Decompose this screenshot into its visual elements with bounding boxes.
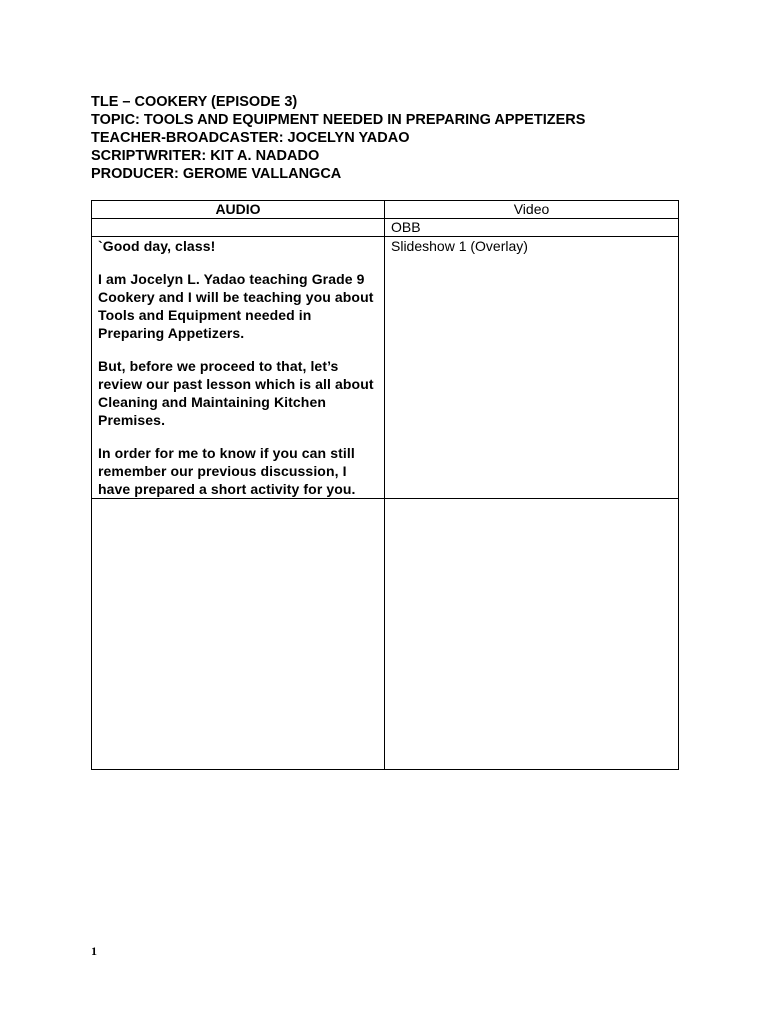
- video-column-header: Video: [385, 201, 679, 219]
- scriptwriter-line: SCRIPTWRITER: KIT A. NADADO: [91, 148, 320, 164]
- table-row: [92, 219, 679, 237]
- audio-cell-intro: [92, 237, 385, 499]
- audio-column-header: AUDIO: [92, 201, 385, 219]
- audio-cell-obb: [92, 219, 385, 237]
- audio-activity: In order for me to know if you can still remember our previous discussion, I have prepared a short activity for you.: [98, 445, 356, 497]
- document-header: [91, 93, 691, 183]
- audio-review: But, before we proceed to that, let’s review our past lesson which is all about Cleaning and Maintaining Kitchen Premises.: [98, 358, 374, 428]
- topic-line: TOPIC: TOOLS AND EQUIPMENT NEEDED IN PREPARING APPETIZERS: [91, 112, 586, 128]
- video-cell-empty: [385, 499, 679, 770]
- table-header-row: [92, 201, 679, 219]
- video-cell-obb: OBB: [385, 219, 679, 237]
- video-cell-intro: Slideshow 1 (Overlay): [385, 237, 679, 499]
- episode-title: TLE – COOKERY (EPISODE 3): [91, 94, 298, 110]
- audio-introduction: I am Jocelyn L. Yadao teaching Grade 9 Cookery and I will be teaching you about Tools and Equipment needed in Preparing Appetizers.: [98, 271, 374, 341]
- table-row: [92, 499, 679, 770]
- page-number: 1: [91, 944, 97, 958]
- producer-line: PRODUCER: GEROME VALLANGCA: [91, 166, 342, 182]
- teacher-broadcaster-line: TEACHER-BROADCASTER: JOCELYN YADAO: [91, 130, 410, 146]
- script-table: [91, 200, 679, 770]
- audio-cell-empty: [92, 499, 385, 770]
- audio-greeting: `Good day, class!: [98, 238, 216, 254]
- table-row: [92, 237, 679, 499]
